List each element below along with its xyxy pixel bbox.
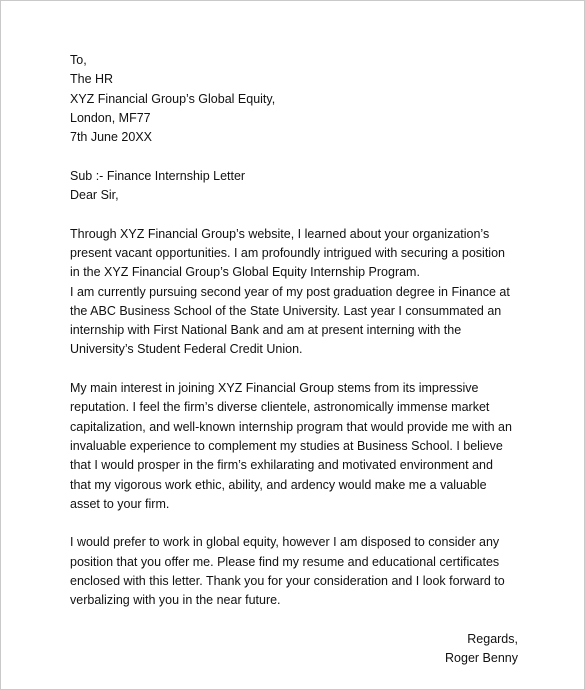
- address-city: London, MF77: [70, 110, 151, 125]
- closing-regards: Regards,: [467, 631, 518, 646]
- paragraph-line: in the XYZ Financial Group’s Global Equity Internship Program.: [70, 265, 420, 280]
- address-block: [70, 51, 522, 147]
- paragraph-3: [70, 533, 522, 610]
- paragraph-line: that I would prosper in the firm’s exhilarating and motivated environment and: [70, 458, 493, 473]
- signature-name: Roger Benny: [445, 651, 518, 666]
- paragraph-line: I would prefer to work in global equity, however I am disposed to consider any: [70, 535, 500, 550]
- address-to: To,: [70, 53, 87, 67]
- subject-line: Sub :- Finance Internship Letter: [70, 168, 246, 183]
- paragraph-line: I am currently pursuing second year of my post graduation degree in Finance at: [70, 284, 510, 299]
- letter-body: [70, 51, 522, 669]
- paragraph-line: internship with First National Bank and am at present interning with the: [70, 323, 462, 338]
- paragraph-line: position that you offer me. Please find my resume and educational certificates: [70, 554, 500, 569]
- spacer: [70, 147, 522, 166]
- paragraph-line: capitalization, and well-known internship program that would provide me with an: [70, 419, 512, 434]
- paragraph-line: invaluable experience to complement my studies at Business School. I believe: [70, 438, 503, 453]
- closing-block: [70, 630, 518, 669]
- spacer: [70, 360, 522, 379]
- spacer: [70, 205, 522, 224]
- paragraph-line: Through XYZ Financial Group’s website, I learned about your organization’s: [70, 226, 490, 241]
- paragraph-line: My main interest in joining XYZ Financial Group stems from its impressive: [70, 381, 479, 396]
- paragraph-line: reputation. I feel the firm’s diverse clientele, astronomically immense market: [70, 400, 490, 415]
- paragraph-line: asset to your firm.: [70, 496, 170, 511]
- salutation: Dear Sir,: [70, 188, 119, 203]
- letter-date: 7th June 20XX: [70, 130, 153, 145]
- paragraph-line: present vacant opportunities. I am profoundly intrigued with securing a position: [70, 245, 505, 260]
- paragraph-line: verbalizing with you in the near future.: [70, 593, 281, 608]
- paragraph-line: University’s Student Federal Credit Union.: [70, 342, 303, 357]
- address-recipient: The HR: [70, 72, 114, 87]
- address-company: XYZ Financial Group’s Global Equity,: [70, 91, 276, 106]
- spacer: [70, 514, 522, 533]
- paragraph-1: [70, 225, 522, 360]
- paragraph-line: that my vigorous work ethic, ability, and ardency would make me a valuable: [70, 477, 487, 492]
- paragraph-line: enclosed with this letter. Thank you for your consideration and I look forward to: [70, 574, 505, 589]
- paragraph-line: the ABC Business School of the State University. Last year I consummated an: [70, 303, 502, 318]
- spacer: [70, 611, 522, 630]
- paragraph-2: [70, 379, 522, 514]
